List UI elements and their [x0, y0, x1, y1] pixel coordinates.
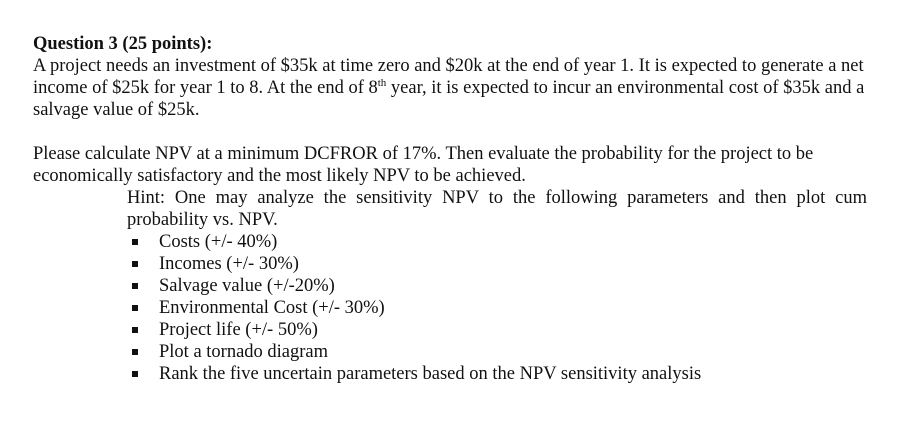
square-bullet-icon	[132, 239, 138, 245]
ordinal-superscript: th	[377, 76, 387, 89]
sensitivity-parameter-list	[127, 231, 867, 385]
problem-statement-part-1: A project needs an investment of $35k at time zero and $20k at the end of year 1. It is expected to generate a net income of $25k for year 1 to 8. At the end of 8	[33, 56, 864, 98]
question-title: Question 3 (25 points):	[33, 34, 213, 54]
problem-statement-part-2: year, it is expected to incur an environmental cost of $35k and a salvage value of $25k.	[33, 78, 865, 120]
list-item	[127, 253, 867, 275]
list-item-text: Plot a tornado diagram	[159, 342, 329, 362]
list-item-text: Costs (+/- 40%)	[159, 232, 278, 252]
task-statement: Please calculate NPV at a minimum DCFROR of 17%. Then evaluate the probability for the project to be economically satisfactory and the most likely NPV to be achieved.	[33, 144, 814, 186]
list-item	[127, 275, 867, 297]
list-item-text: Project life (+/- 50%)	[159, 320, 318, 340]
list-item	[127, 231, 867, 253]
square-bullet-icon	[132, 283, 138, 289]
square-bullet-icon	[132, 327, 138, 333]
square-bullet-icon	[132, 349, 138, 355]
problem-statement	[33, 55, 873, 121]
list-item-text: Salvage value (+/-20%)	[159, 276, 335, 296]
list-item	[127, 297, 867, 319]
question-document	[33, 33, 873, 385]
list-item-text: Rank the five uncertain parameters based on the NPV sensitivity analysis	[159, 364, 702, 384]
square-bullet-icon	[132, 261, 138, 267]
list-item	[127, 363, 867, 385]
hint-text: Hint: One may analyze the sensitivity NPV to the following parameters and then plot cum probability vs. NPV.	[127, 188, 867, 230]
list-item	[127, 319, 867, 341]
list-item-text: Incomes (+/- 30%)	[159, 254, 299, 274]
hint-block	[127, 187, 867, 385]
list-item	[127, 341, 867, 363]
square-bullet-icon	[132, 371, 138, 377]
square-bullet-icon	[132, 305, 138, 311]
list-item-text: Environmental Cost (+/- 30%)	[159, 298, 385, 318]
paragraph-spacer	[33, 121, 873, 143]
